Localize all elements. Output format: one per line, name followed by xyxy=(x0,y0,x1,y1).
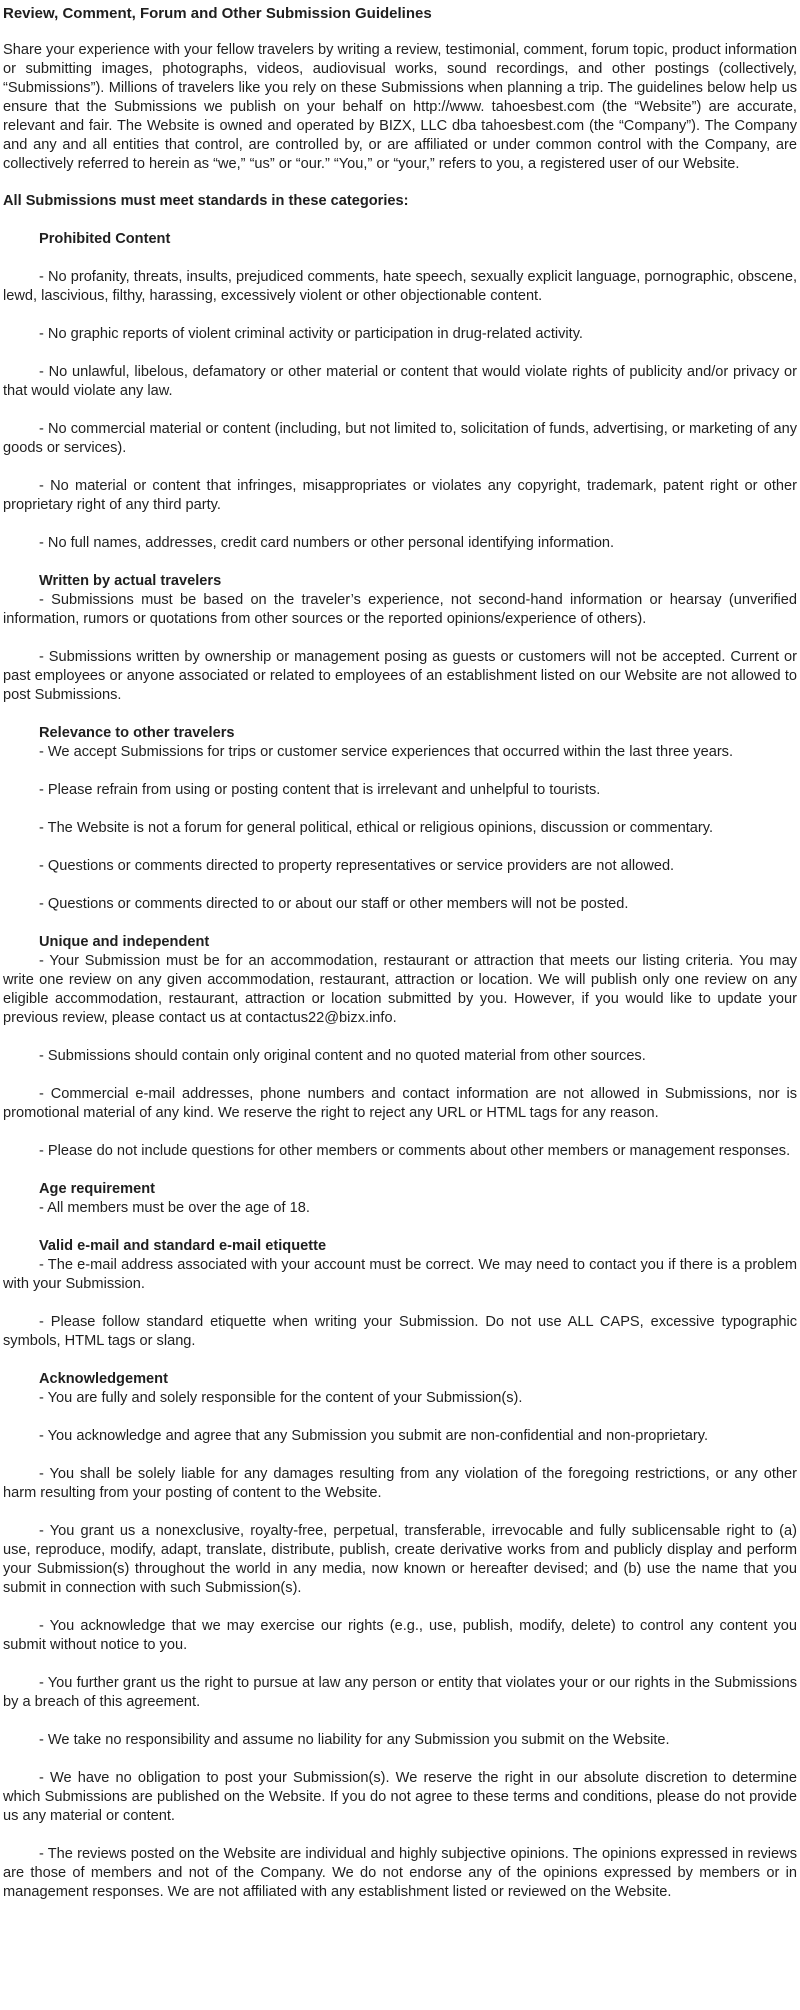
guideline-item: - Please refrain from using or posting content that is irrelevant and unhelpful to tourists. xyxy=(39,782,601,798)
section-title: Age requirement xyxy=(39,1181,155,1197)
guideline-item: - Submissions should contain only original content and no quoted material from other sources. xyxy=(39,1048,646,1064)
section-title: Acknowledgement xyxy=(39,1371,168,1387)
guideline-item: - We take no responsibility and assume no liability for any Submission you submit on the Website. xyxy=(39,1732,670,1748)
guideline-item: - Your Submission must be for an accommodation, restaurant or attraction that meets our listing criteria. You may write one review on any given accommodation, restaurant, attraction or location. We will publish only one review on any eligible accommodation, restaurant, attraction or location submitted by you. However, if you would like to update your previous review, please contact us at contactus22@bizx.info. xyxy=(3,953,797,1026)
guideline-item: - We have no obligation to post your Submission(s). We reserve the right in our absolute discretion to determine which Submissions are published on the Website. If you do not agree to these terms and conditions, please do not provide us any material or content. xyxy=(3,1770,797,1824)
guideline-item: - You acknowledge and agree that any Submission you submit are non-confidential and non-proprietary. xyxy=(39,1428,709,1444)
guideline-item: - Submissions must be based on the traveler’s experience, not second-hand information or hearsay (unverified information, rumors or quotations from other sources or the reported opinions/experience of others). xyxy=(3,592,797,627)
section-title: Unique and independent xyxy=(39,934,210,950)
section-valid-email-etiquette xyxy=(3,1237,797,1351)
guideline-item: - The e-mail address associated with your account must be correct. We may need to contact you if there is a problem with your Submission. xyxy=(3,1257,797,1292)
guideline-item: - You acknowledge that we may exercise our rights (e.g., use, publish, modify, delete) to control any content you submit without notice to you. xyxy=(3,1618,797,1653)
categories-heading: All Submissions must meet standards in these categories: xyxy=(3,193,409,209)
guideline-item: - No profanity, threats, insults, prejudiced comments, hate speech, sexually explicit language, pornographic, obscene, lewd, lascivious, filthy, harassing, excessively violent or other objectionable content. xyxy=(3,269,797,304)
intro-paragraph: Share your experience with your fellow travelers by writing a review, testimonial, comment, forum topic, product information or submitting images, photographs, videos, audiovisual works, sound recordings, and other postings (collectively, “Submissions”). Millions of travelers like you rely on these Submissions when planning a trip. The guidelines below help us ensure that the Submissions we publish on your behalf on http://www. tahoesbest.com (the “Website”) are accurate, relevant and fair. The Website is owned and operated by BIZX, LLC dba tahoesbest.com (the “Company”). The Company and any and all entities that control, are controlled by, or are affiliated or under common control with the Company, are collectively referred to herein as “we,” “us” or “our.” “You,” or “your,” refers to you, a registered user of our Website. xyxy=(3,42,797,172)
section-relevance-to-other-travelers xyxy=(3,724,797,914)
guideline-item: - Please do not include questions for other members or comments about other members or management responses. xyxy=(39,1143,791,1159)
guideline-item: - You further grant us the right to pursue at law any person or entity that violates your or our rights in the Submissions by a breach of this agreement. xyxy=(3,1675,797,1710)
section-prohibited-content xyxy=(3,230,797,553)
section-written-by-actual-travelers xyxy=(3,572,797,705)
guideline-item: - Questions or comments directed to or about our staff or other members will not be posted. xyxy=(39,896,629,912)
section-age-requirement xyxy=(3,1180,797,1218)
section-unique-and-independent xyxy=(3,933,797,1161)
section-title: Written by actual travelers xyxy=(39,573,222,589)
guideline-item: - No unlawful, libelous, defamatory or other material or content that would violate rights of publicity and/or privacy or that would violate any law. xyxy=(3,364,797,399)
guideline-item: - No full names, addresses, credit card numbers or other personal identifying information. xyxy=(39,535,615,551)
guideline-item: - Questions or comments directed to property representatives or service providers are not allowed. xyxy=(39,858,675,874)
guideline-item: - Submissions written by ownership or management posing as guests or customers will not be accepted. Current or past employees or anyone associated or related to employees of an establishment listed on our Website are not allowed to post Submissions. xyxy=(3,649,797,703)
section-title: Prohibited Content xyxy=(39,231,171,247)
guideline-item: - Commercial e-mail addresses, phone numbers and contact information are not allowed in Submissions, nor is promotional material of any kind. We reserve the right to reject any URL or HTML tags for any reason. xyxy=(3,1086,797,1121)
guideline-item: - We accept Submissions for trips or customer service experiences that occurred within the last three years. xyxy=(39,744,734,760)
guideline-item: - The reviews posted on the Website are individual and highly subjective opinions. The opinions expressed in reviews are those of members and not of the Company. We do not endorse any of the opinions expressed by members or in management responses. We are not affiliated with any establishment listed or reviewed on the Website. xyxy=(3,1846,797,1900)
guideline-item: - No material or content that infringes, misappropriates or violates any copyright, trademark, patent right or other proprietary right of any third party. xyxy=(3,478,797,513)
guideline-item: - All members must be over the age of 18. xyxy=(39,1200,310,1216)
guideline-item: - Please follow standard etiquette when writing your Submission. Do not use ALL CAPS, excessive typographic symbols, HTML tags or slang. xyxy=(3,1314,797,1349)
guideline-item: - No graphic reports of violent criminal activity or participation in drug-related activity. xyxy=(39,326,583,342)
section-acknowledgement xyxy=(3,1370,797,1902)
section-title: Valid e-mail and standard e-mail etiquette xyxy=(39,1238,327,1254)
guideline-item: - No commercial material or content (including, but not limited to, solicitation of funds, advertising, or marketing of any goods or services). xyxy=(3,421,797,456)
section-title: Relevance to other travelers xyxy=(39,725,235,741)
guideline-item: - You shall be solely liable for any damages resulting from any violation of the foregoing restrictions, or any other harm resulting from your posting of content to the Website. xyxy=(3,1466,797,1501)
guideline-item: - The Website is not a forum for general political, ethical or religious opinions, discussion or commentary. xyxy=(39,820,714,836)
guideline-item: - You are fully and solely responsible for the content of your Submission(s). xyxy=(39,1390,523,1406)
guideline-item: - You grant us a nonexclusive, royalty-free, perpetual, transferable, irrevocable and fully sublicensable right to (a) use, reproduce, modify, adapt, translate, distribute, publish, create derivative works from and publicly display and perform your Submission(s) throughout the world in any media, now known or hereafter devised; and (b) use the name that you submit in connection with such Submission(s). xyxy=(3,1523,797,1596)
document-title: Review, Comment, Forum and Other Submission Guidelines xyxy=(3,5,432,22)
